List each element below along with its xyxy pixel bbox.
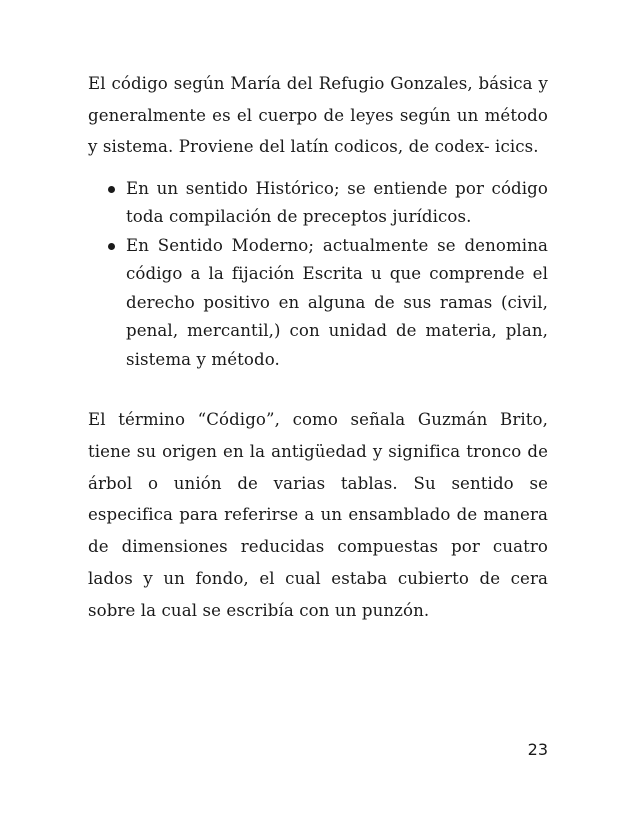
- page-body: [88, 68, 548, 627]
- list-item-text: En Sentido Moderno; actualmente se denomina código a la fijación Escrita u que comprende el derecho positivo en alguna de sus ramas (civil, penal, mercantil,) con unidad de materia, plan, sistema y método.: [126, 235, 548, 369]
- paragraph-origin: El término “Código”, como señala Guzmán Brito, tiene su origen en la antigüedad y significa tronco de árbol o unión de varias tablas. Su sentido se especifica para referirse a un ensamblado de manera de dimensiones reducidas compuestas por cuatro lados y un fondo, el cual estaba cubierto de cera sobre la cual se escribía con un punzón.: [88, 410, 548, 620]
- paragraph-intro: El código según María del Refugio Gonzales, básica y generalmente es el cuerpo de leyes según un método y sistema. Proviene del latín codicos, de codex- icics.: [88, 74, 548, 156]
- bullet-icon: [108, 186, 115, 193]
- bullet-icon: [108, 243, 115, 250]
- list-item: [88, 175, 548, 232]
- page-number: 23: [527, 740, 548, 759]
- bullet-list: [88, 175, 548, 375]
- list-item: [88, 232, 548, 375]
- list-item-text: En un sentido Histórico; se entiende por código toda compilación de preceptos jurídicos.: [126, 178, 548, 226]
